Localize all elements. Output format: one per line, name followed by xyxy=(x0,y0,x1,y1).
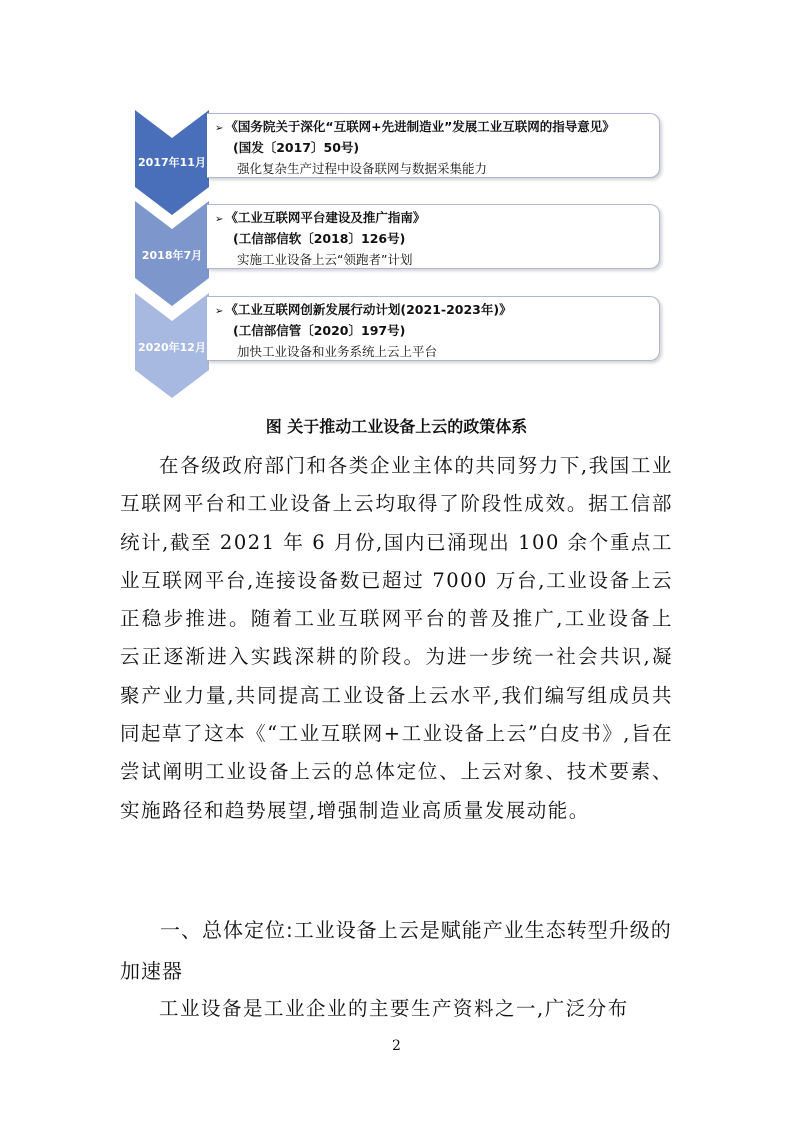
arrow-bullet-icon: ➢ xyxy=(215,306,224,317)
timeline-date-2018: 2018年7月 xyxy=(141,249,203,262)
page-number: 2 xyxy=(392,1038,401,1054)
arrow-bullet-icon: ➢ xyxy=(215,214,224,225)
policy-box-2020 xyxy=(207,296,660,361)
section-heading: 一、总体定位:工业设备上云是赋能产业生态转型升级的加速器 xyxy=(120,918,672,983)
policy-timeline-figure xyxy=(135,110,665,400)
figure-caption: 图 关于推动工业设备上云的政策体系 xyxy=(265,417,528,436)
policy-doc-number-2017: (国发〔2017〕50号) xyxy=(233,140,360,155)
body-paragraph-2: 工业设备是工业企业的主要生产资料之一,广泛分布 xyxy=(159,997,629,1020)
timeline-date-2017: 2017年11月 xyxy=(138,156,206,169)
timeline-date-2020: 2020年12月 xyxy=(138,341,206,354)
policy-title-2020: ➢ 《工业互联网创新发展行动计划(2021-2023年)》 xyxy=(215,302,512,317)
policy-summary-2017: 强化复杂生产过程中设备联网与数据采集能力 xyxy=(237,161,488,176)
arrow-bullet-icon: ➢ xyxy=(215,123,224,134)
body-paragraph-1: 在各级政府部门和各类企业主体的共同努力下,我国工业互联网平台和工业设备上云均取得了阶段性成效。据工信部统计,截至 2021 年 6 月份,国内已涌现出 100 余个重点工业互联网平台,连接设备数已超过 7000 万台,工业设备上云正稳步推进。随着工业互联网平台的普及推广,工业设备上云正逐渐进入实践深耕的阶段。为进一步统一社会共识,凝聚产业力量,共同提高工业设备上云水平,我们编写组成员共同起草了这本《“工业互联网+工业设备上云”白皮书》,旨在尝试阐明工业设备上云的总体定位、上云对象、技术要素、实施路径和趋势展望,增强制造业高质量发展动能。 xyxy=(120,454,673,822)
policy-summary-2020: 加快工业设备和业务系统上云上平台 xyxy=(237,344,438,359)
policy-box-2018 xyxy=(207,204,660,269)
policy-title-2017: ➢ 《国务院关于深化“互联网+先进制造业”发展工业互联网的指导意见》 xyxy=(215,119,615,134)
policy-doc-number-2018: (工信部信软〔2018〕126号) xyxy=(233,231,406,246)
policy-doc-number-2020: (工信部信管〔2020〕197号) xyxy=(233,323,406,338)
policy-summary-2018: 实施工业设备上云“领跑者”计划 xyxy=(237,252,413,267)
policy-title-2018: ➢ 《工业互联网平台建设及推广指南》 xyxy=(215,210,426,225)
policy-box-2017 xyxy=(207,113,660,178)
